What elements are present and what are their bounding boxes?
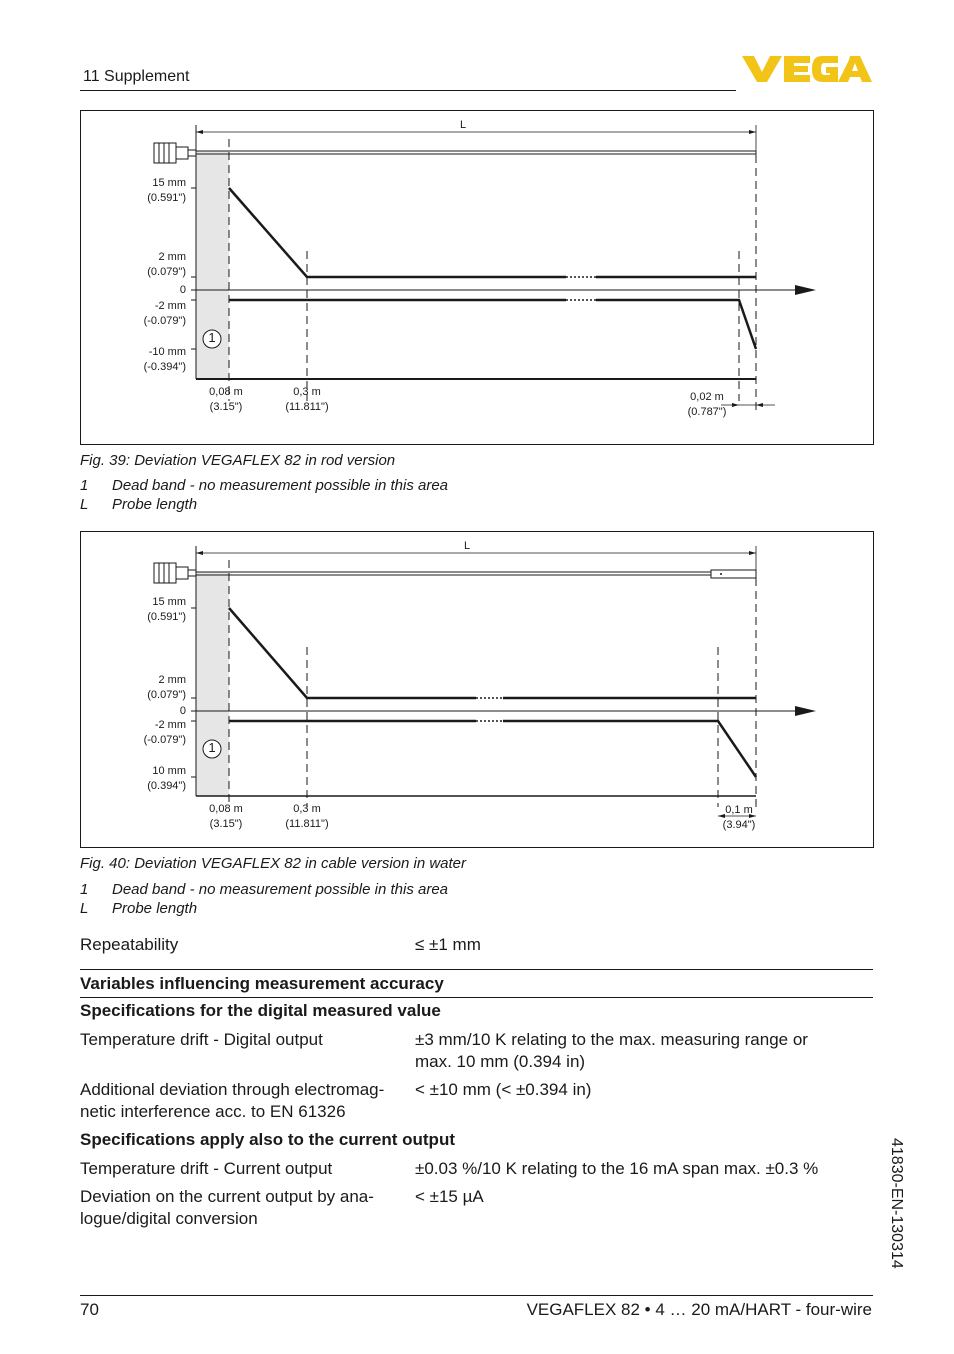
y-label-0: 0: [179, 705, 186, 717]
figure-40: [80, 531, 874, 848]
repeatability-value: ≤ ±1 mm: [415, 935, 481, 954]
figure-39-caption: Fig. 39: Deviation VEGAFLEX 82 in rod version: [80, 452, 396, 469]
header-rule: [80, 90, 736, 91]
figure-39-legend-key-1: 1: [80, 477, 89, 494]
repeatability-label: Repeatability: [80, 935, 179, 954]
y-label-neg10mm: -10 mm (-0.394"): [143, 346, 186, 373]
document-number: 41830-EN-130314: [888, 1138, 905, 1269]
figure-40-legend-text-1: Dead band - no measurement possible in this area: [112, 881, 449, 898]
figure-39: [80, 110, 874, 445]
conversion-value: < ±15 µA: [415, 1187, 484, 1206]
y-label-neg2mm: -2 mm (-0.079"): [143, 300, 186, 327]
y-label-15mm: 15 mm (0.591"): [147, 177, 186, 204]
x-label-008m: 0,08 m (3.15"): [209, 386, 243, 413]
x-label-03m: 0,3 m (11.811"): [285, 386, 329, 413]
digital-heading: Specifications for the digital measured value: [80, 1001, 441, 1020]
dead-band-marker: 1: [208, 740, 216, 755]
temp-drift-current-label: Temperature drift - Current output: [80, 1159, 333, 1178]
variables-heading: Variables influencing measurement accuracy: [80, 974, 444, 993]
conversion-label-1: Deviation on the current output by ana-: [80, 1187, 374, 1206]
x-label-002m: 0,02 m (0.787"): [687, 391, 727, 418]
figure-39-legend-text-1: Dead band - no measurement possible in this area: [112, 477, 449, 494]
figure-39-legend-key-L: L: [80, 496, 89, 513]
divider: [80, 997, 873, 998]
temp-drift-digital-value-2: max. 10 mm (0.394 in): [415, 1052, 586, 1071]
section-title: 11 Supplement: [83, 68, 190, 85]
page-number: 70: [80, 1300, 99, 1319]
figure-39-legend-text-L: Probe length: [112, 496, 198, 513]
figure-40-legend-key-L: L: [80, 900, 89, 917]
x-label-01m: 0,1 m (3.94"): [722, 804, 756, 831]
conversion-label-2: logue/digital conversion: [80, 1209, 258, 1228]
probe-head-icon: [154, 143, 196, 163]
y-label-10mm: 10 mm (0.394"): [147, 765, 186, 792]
dead-band-marker: 1: [208, 330, 216, 345]
dead-band-area: [196, 572, 229, 796]
probe-head-icon: [154, 563, 196, 583]
temp-drift-digital-label: Temperature drift - Digital output: [80, 1030, 323, 1049]
figure-40-legend-key-1: 1: [80, 881, 89, 898]
temp-drift-current-value: ±0.03 %/10 K relating to the 16 mA span max. ±0.3 %: [415, 1159, 819, 1178]
emi-label-1: Additional deviation through electromag-: [80, 1080, 385, 1099]
figure-40-legend-text-L: Probe length: [112, 900, 198, 917]
current-heading: Specifications apply also to the current output: [80, 1130, 455, 1149]
length-label: L: [460, 119, 467, 131]
y-label-0: 0: [179, 284, 186, 296]
x-label-03m: 0,3 m (11.811"): [285, 803, 329, 830]
x-label-008m: 0,08 m (3.15"): [209, 803, 243, 830]
length-label: L: [464, 540, 471, 552]
y-label-2mm: 2 mm (0.079"): [147, 674, 186, 701]
vega-logo: [740, 50, 875, 86]
y-label-2mm: 2 mm (0.079"): [147, 251, 186, 278]
emi-value: < ±10 mm (< ±0.394 in): [415, 1080, 592, 1099]
temp-drift-digital-value-1: ±3 mm/10 K relating to the max. measuring range or: [415, 1030, 808, 1049]
divider: [80, 969, 873, 970]
y-label-15mm: 15 mm (0.591"): [147, 596, 186, 623]
emi-label-2: netic interference acc. to EN 61326: [80, 1102, 346, 1121]
product-name: VEGAFLEX 82 • 4 … 20 mA/HART - four-wire: [526, 1300, 872, 1319]
figure-40-caption: Fig. 40: Deviation VEGAFLEX 82 in cable version in water: [80, 855, 467, 872]
footer-rule: [80, 1295, 873, 1296]
y-label-neg2mm: -2 mm (-0.079"): [143, 719, 186, 746]
